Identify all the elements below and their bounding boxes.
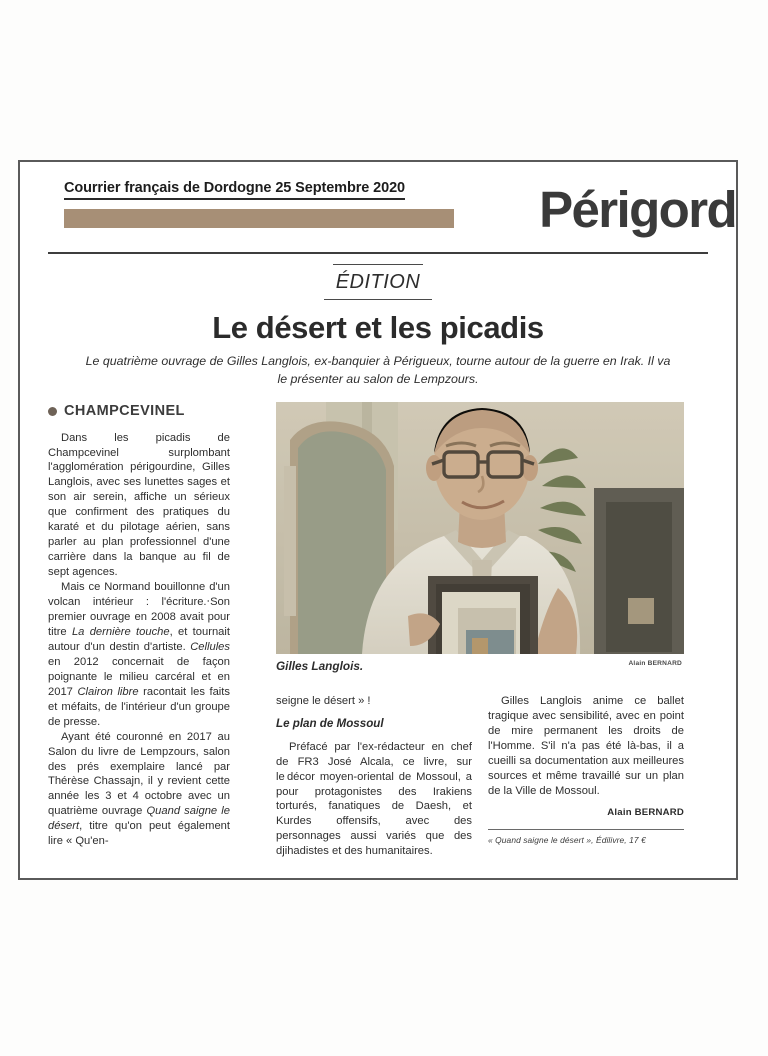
photo-spacer [488,402,684,694]
article-body [36,402,720,888]
column-1 [48,402,230,849]
locality-heading [48,402,230,421]
paragraph: Dans les picadis de Champcevinel surplombant l'agglomération périgourdine, Gilles Langlois, avec ses lunettes sages et son air serein, affiche un sérieux que confirment des pratiques du karaté et du pilotage aérien, sans parler au plan professionnel d'une carrière dans la banque au fil de sept agences. [48,431,230,579]
page-title: Le désert et les picadis [212,310,544,345]
column-2 [276,402,472,859]
publication-name-and-date: Courrier français de Dordogne 25 Septembre 2020 [64,180,405,200]
scan-frame [18,160,738,880]
bullet-icon [48,407,57,416]
photo-spacer [276,402,472,694]
kicker: ÉDITION [335,271,421,293]
book-reference: « Quand saigne le désert », Édilivre, 17 € [488,834,646,845]
paragraph: Mais ce Normand bouillonne d'un volcan intérieur : l'écriture.‧Son premier ouvrage en 2008 avait pour titre La dernière touche, et tournait autour d'un destin d'artiste. Cellules en 2012 concernait de façon poignante le milieu carcéral et en 2017 Clairon libre racontait les faits et méfaits, de l'intérieur d'un groupe de presse. [48,581,230,728]
subhead: Le plan de Mossoul [276,717,384,731]
kicker-block [36,264,720,300]
byline: Alain BERNARD [607,806,684,818]
standfirst: Le quatrième ouvrage de Gilles Langlois, ex-banquier à Périgueux, tourne autour de la guerre en Irak. Il va le présenter au salon de Lempzours. [85,354,671,386]
photo-caption: Gilles Langlois. [276,659,364,674]
paragraph: Préfacé par l'ex-rédacteur en chef de FR3 José Alcala, ce livre, sur le décor moyen-oriental de Mossoul, a pour protagonistes des Irakiens torturés, fanatiques de Daesh, et Kurdes offensifs, avec des personnages aussi variés que des djihadistes et des humanitaires. [276,740,472,858]
column-3 [488,402,684,846]
paragraph: Gilles Langlois anime ce ballet tragique avec sensibilité, avec en point de mire permanent les droits de l'Homme. S'il n'a pas été là-bas, il a cueilli sa documentation aux meilleures sources et même travaillé sur un plan de la Ville de Mossoul. [488,695,684,797]
locality-label: CHAMPCEVINEL [64,403,185,420]
book-reference-rule [488,829,684,830]
kicker-rule-top [333,264,423,265]
paragraph: seigne le désert » ! [276,695,371,708]
masthead [36,176,736,248]
accent-bar [64,209,454,228]
section-title: Périgord [539,181,736,238]
paragraph: Ayant été couronné en 2017 au Salon du livre de Lempzours, salon des prés exemplaire lancé par Thérèse Chassajn, il y revient cette année les 3 et 4 octobre avec un quatrième ouvrage Quand saigne le désert, titre qu'on peut également lire « Qu'en- [48,730,230,848]
kicker-rule-bottom [324,299,432,300]
photo-credit: Alain BERNARD [628,660,682,668]
masthead-rule [48,252,708,254]
